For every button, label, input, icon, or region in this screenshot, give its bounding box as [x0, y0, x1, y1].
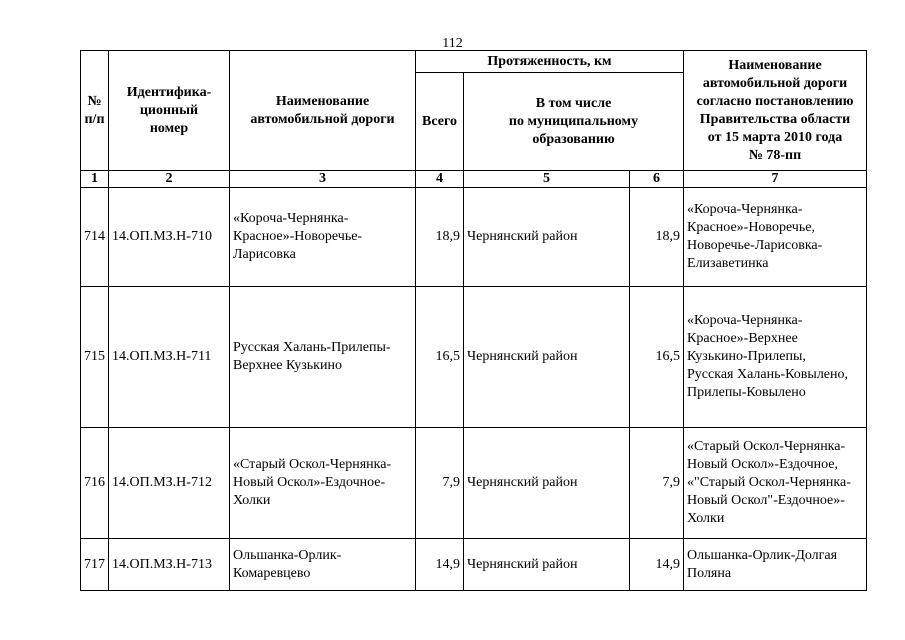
total-length: 14,9	[416, 539, 464, 591]
total-length: 7,9	[416, 428, 464, 539]
row-number: 714	[81, 188, 109, 287]
table-row	[81, 428, 867, 539]
district-length: 18,9	[630, 188, 684, 287]
district-length: 14,9	[630, 539, 684, 591]
header-municipal: В том числе по муниципальному образованию	[464, 73, 684, 171]
header-road-name-2010: Наименование автомобильной дороги согласно постановлению Правительства области от 15 марта 2010 года № 78-пп	[684, 51, 867, 171]
column-number: 2	[109, 171, 230, 188]
table-row	[81, 539, 867, 591]
road-identifier: 14.ОП.МЗ.Н-713	[109, 539, 230, 591]
header-length-group: Протяженность, км	[416, 51, 684, 73]
column-number: 6	[630, 171, 684, 188]
road-name-2010: «Короча-Чернянка- Красное»-Верхнее Кузькино-Прилепы, Русская Халань-Ковылено, Прилепы-Ковылено	[684, 287, 867, 428]
road-name: «Короча-Чернянка- Красное»-Новоречье- Ларисовка	[230, 188, 416, 287]
table-row	[81, 287, 867, 428]
road-name: «Старый Оскол-Чернянка- Новый Оскол»-Ездочное- Холки	[230, 428, 416, 539]
header-total: Всего	[416, 73, 464, 171]
roads-table	[80, 50, 867, 591]
total-length: 16,5	[416, 287, 464, 428]
road-name-2010: «Короча-Чернянка- Красное»-Новоречье, Новоречье-Ларисовка- Елизаветинка	[684, 188, 867, 287]
header-road-name: Наименование автомобильной дороги	[230, 51, 416, 171]
table-row	[81, 188, 867, 287]
road-name-2010: «Старый Оскол-Чернянка- Новый Оскол»-Ездочное, «"Старый Оскол-Чернянка- Новый Оскол"-Ездочное»- Холки	[684, 428, 867, 539]
road-name: Ольшанка-Орлик- Комаревцево	[230, 539, 416, 591]
header-number: № п/п	[81, 51, 109, 171]
municipal-district: Чернянский район	[464, 188, 630, 287]
road-identifier: 14.ОП.МЗ.Н-710	[109, 188, 230, 287]
road-identifier: 14.ОП.МЗ.Н-711	[109, 287, 230, 428]
header-identifier: Идентифика- ционный номер	[109, 51, 230, 171]
road-name-2010: Ольшанка-Орлик-Долгая Поляна	[684, 539, 867, 591]
column-number: 3	[230, 171, 416, 188]
total-length: 18,9	[416, 188, 464, 287]
municipal-district: Чернянский район	[464, 428, 630, 539]
row-number: 715	[81, 287, 109, 428]
page-number: 112	[442, 36, 463, 51]
road-identifier: 14.ОП.МЗ.Н-712	[109, 428, 230, 539]
road-name: Русская Халань-Прилепы- Верхнее Кузькино	[230, 287, 416, 428]
column-number: 5	[464, 171, 630, 188]
column-number: 7	[684, 171, 867, 188]
row-number: 717	[81, 539, 109, 591]
district-length: 16,5	[630, 287, 684, 428]
district-length: 7,9	[630, 428, 684, 539]
row-number: 716	[81, 428, 109, 539]
column-number: 4	[416, 171, 464, 188]
column-number: 1	[81, 171, 109, 188]
municipal-district: Чернянский район	[464, 287, 630, 428]
municipal-district: Чернянский район	[464, 539, 630, 591]
